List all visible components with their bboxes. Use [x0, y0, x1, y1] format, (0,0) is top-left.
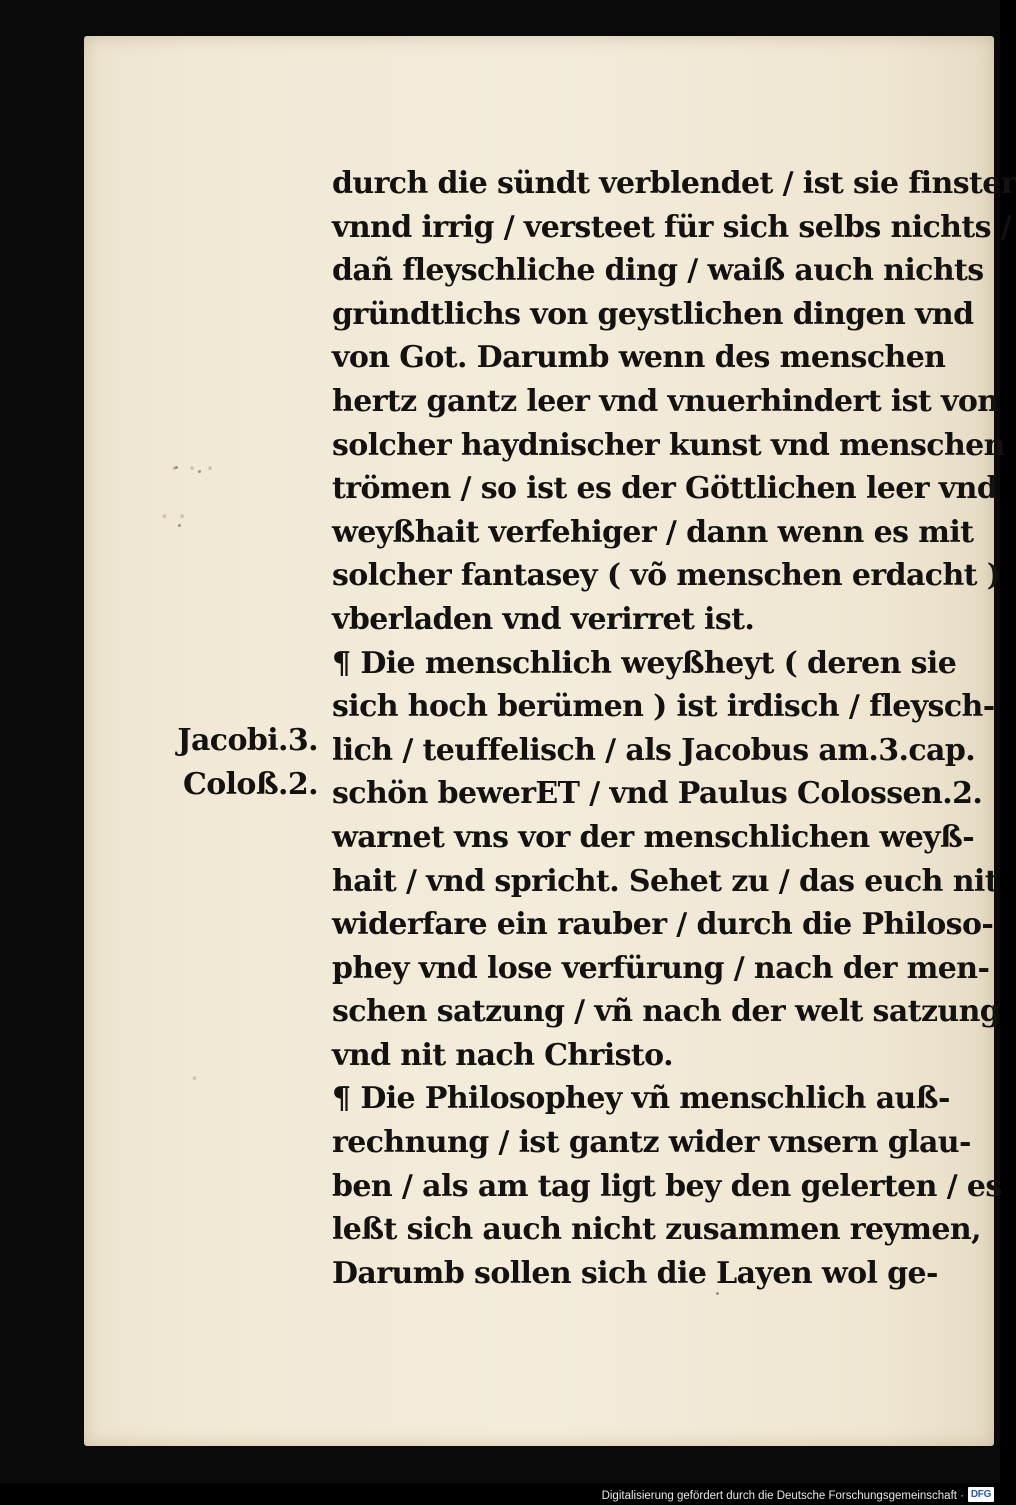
text-line: vnnd irrig / versteet für sich selbs nichts /: [332, 209, 1012, 245]
ink-speck: [175, 466, 178, 469]
text-line: sich hoch berümen ) ist irdisch / fleysch-: [332, 689, 995, 725]
digitization-credit: Digitalisierung gefördert durch die Deutsche Forschungsgemeinschaft ·: [601, 1490, 964, 1502]
dfg-logo-text: DFG: [970, 1489, 992, 1500]
text-line: durch die sündt verblendet / ist sie finster: [332, 166, 1016, 201]
text-line: trömen / so ist es der Göttlichen leer vnd: [332, 471, 998, 507]
text-line: schen satzung / vñ nach der welt satzung: [332, 994, 1001, 1030]
text-line: vnd nit nach Christo.: [332, 1037, 673, 1073]
text-line: vberladen vnd verirret ist.: [332, 601, 755, 637]
text-line: gründtlichs von geystlichen dingen vnd: [332, 296, 974, 332]
text-line: solcher haydnischer kunst vnd menschen: [332, 427, 1005, 463]
text-line: schön bewerET / vnd Paulus Colossen.2.: [332, 776, 983, 812]
text-line: ben / als am tag ligt bey den gelerten / es: [332, 1168, 1002, 1204]
ink-speck: [178, 524, 181, 527]
text-line: widerfare ein rauber / durch die Philoso-: [332, 907, 994, 943]
text-line: solcher fantasey ( võ menschen erdacht ): [332, 558, 1001, 594]
dfg-logo-icon: [968, 1487, 994, 1502]
text-line: leßt sich auch nicht zusammen reymen,: [332, 1212, 981, 1248]
text-line: von Got. Darumb wenn des menschen: [332, 340, 946, 376]
text-line: lich / teuffelisch / als Jacobus am.3.cap.: [332, 732, 976, 768]
text-line: hait / vnd spricht. Sehet zu / das euch nit: [332, 863, 998, 899]
text-line: ¶ Die Philosophey vñ menschlich auß-: [332, 1081, 950, 1117]
text-line: hertz gantz leer vnd vnuerhindert ist von: [332, 383, 999, 419]
show-through-smudge: · · ·: [170, 452, 215, 485]
text-line: dañ fleyschliche ding / waiß auch nichts: [332, 253, 984, 289]
margin-note-jacobi: Jacobi.3.: [177, 723, 318, 758]
text-line: ¶ Die menschlich weyßheyt ( deren sie: [332, 645, 957, 681]
text-line: Darumb sollen sich die Layen wol ge-: [332, 1255, 938, 1291]
text-line: phey vnd lose verfürung / nach der men-: [332, 950, 990, 986]
show-through-smudge: · ·: [160, 500, 187, 533]
text-line: rechnung / ist gantz wider vnsern glau-: [332, 1125, 971, 1161]
body-text: [332, 162, 1016, 1295]
text-line: weyßhait verfehiger / dann wenn es mit: [332, 514, 974, 550]
ink-speck: [198, 470, 201, 473]
show-through-smudge: ·: [190, 1062, 199, 1095]
margin-note-coloss: Coloß.2.: [182, 767, 318, 802]
text-line: warnet vns vor der menschlichen weyß-: [332, 819, 975, 855]
